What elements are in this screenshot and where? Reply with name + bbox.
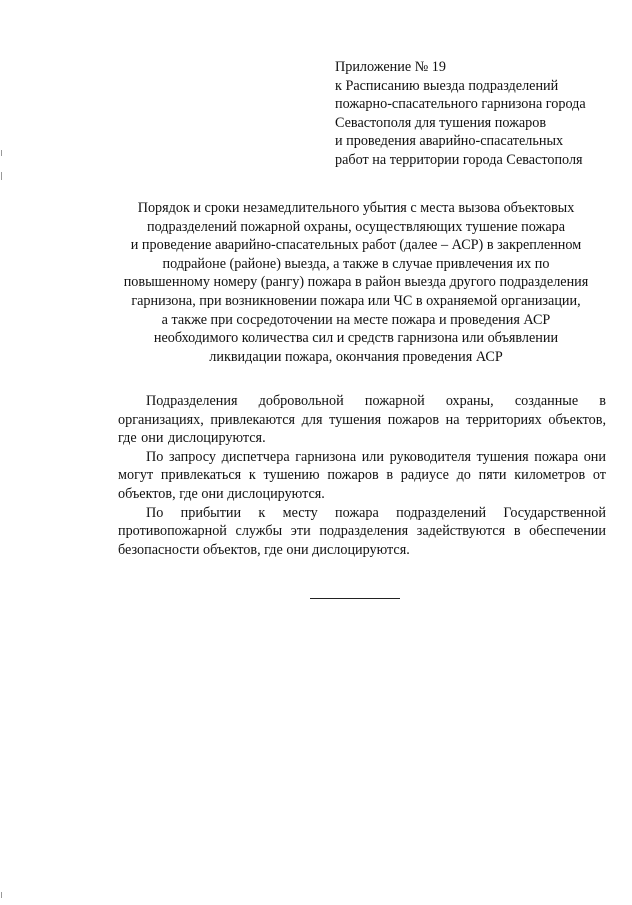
heading-line: необходимого количества сил и средств гарнизона или объявлении bbox=[153, 330, 559, 347]
scan-artifact bbox=[1, 892, 2, 898]
heading-line: повышенному номеру (рангу) пожара в район выезда другого подразделения bbox=[123, 274, 589, 291]
document-body bbox=[118, 392, 606, 559]
body-paragraph: По прибытии к месту пожара подразделений Государственной противопожарной службы эти подразделения задействуются в обеспечении безопасности объектов, где они дислоцируются. bbox=[118, 504, 606, 558]
scan-artifact bbox=[1, 150, 2, 156]
document-heading bbox=[96, 199, 616, 366]
body-paragraph: По запросу диспетчера гарнизона или руководителя тушения пожара они могут привлекаться к тушению пожаров в радиусе до пяти километров от объектов, где они дислоцируются. bbox=[118, 448, 606, 502]
heading-line: а также при сосредоточении на месте пожара и проведения АСР bbox=[161, 311, 551, 328]
annex-line: работ на территории города Севастополя bbox=[335, 151, 583, 168]
annex-line: Приложение № 19 bbox=[335, 59, 446, 75]
heading-line: и проведение аварийно-спасательных работ (далее – АСР) в закрепленном bbox=[130, 237, 582, 254]
annex-line: Севастополя для тушения пожаров bbox=[335, 114, 547, 131]
heading-line: Порядок и сроки незамедлительного убытия с места вызова объектовых bbox=[137, 200, 575, 216]
heading-line: ликвидации пожара, окончания проведения АСР bbox=[209, 348, 503, 365]
annex-line: пожарно-спасательного гарнизона города bbox=[335, 96, 586, 113]
body-paragraph: Подразделения добровольной пожарной охраны, созданные в организациях, привлекаются для тушения пожаров на территориях объектов, где они дислоцируются. bbox=[118, 393, 606, 447]
annex-line: к Расписанию выезда подразделений bbox=[335, 77, 559, 94]
heading-line: подразделений пожарной охраны, осуществляющих тушение пожара bbox=[146, 218, 566, 235]
heading-line: подрайоне (районе) выезда, а также в случае привлечения их по bbox=[162, 255, 550, 272]
annex-line: и проведения аварийно-спасательных bbox=[335, 133, 564, 150]
heading-line: гарнизона, при возникновении пожара или ЧС в охраняемой организации, bbox=[131, 292, 581, 309]
annex-reference bbox=[335, 58, 625, 170]
closing-rule bbox=[310, 598, 400, 599]
scan-artifact bbox=[1, 172, 2, 180]
